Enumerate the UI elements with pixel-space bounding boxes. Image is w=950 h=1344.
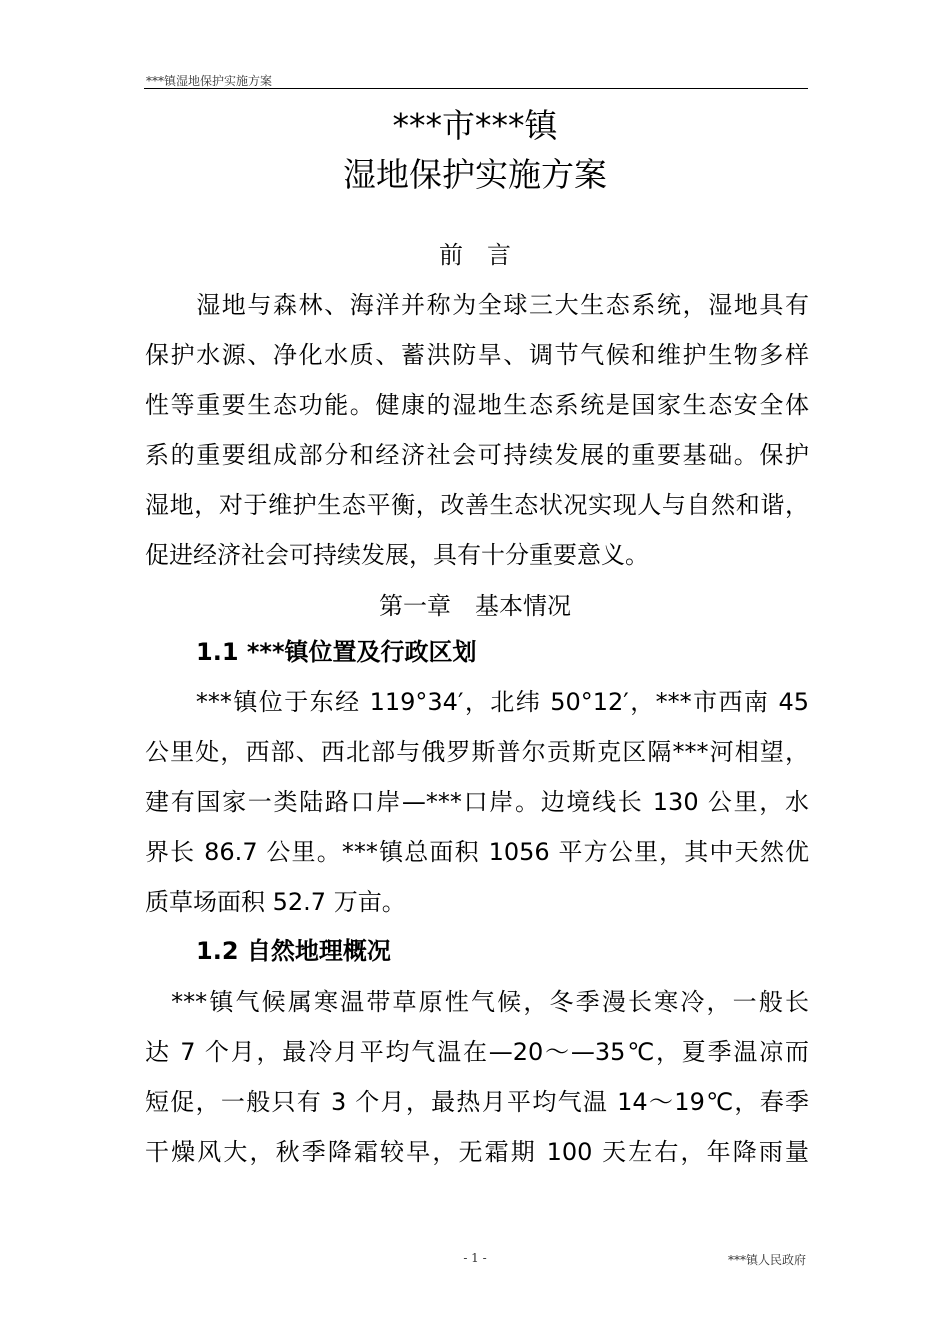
text-line: ***镇位于东经 119°34′，北纬 50°12′，***市西南 45 [145,688,809,716]
text-line: ***镇气候属寒温带草原性气候，冬季漫长寒冷，一般长 [145,988,809,1016]
text-line: 短促，一般只有 3 个月，最热月平均气温 14～19℃，春季 [145,1088,809,1116]
section-1-2-paragraph [145,977,809,1177]
document-title-line1: ***市***镇 [392,106,558,145]
text-line: 干燥风大，秋季降霜较早，无霜期 100 天左右，年降雨量 [145,1138,809,1166]
header-rule [144,88,808,89]
preface-paragraph [145,280,809,580]
text-line: 促进经济社会可持续发展，具有十分重要意义。 [145,541,649,569]
text-line: 湿地与森林、海洋并称为全球三大生态系统，湿地具有 [145,291,809,319]
page-number: - 1 - [463,1251,487,1265]
footer-organization: ***镇人民政府 [727,1253,806,1267]
text-line: 达 7 个月，最冷月平均气温在—20～—35℃，夏季温凉而 [145,1038,809,1066]
text-line: 系的重要组成部分和经济社会可持续发展的重要基础。保护 [145,441,809,469]
text-line: 湿地，对于维护生态平衡，改善生态状况实现人与自然和谐， [145,491,809,519]
text-line: 界长 86.7 公里。***镇总面积 1056 平方公里，其中天然优 [145,838,809,866]
section-1-1-paragraph [145,677,809,927]
text-line: 公里处，西部、西北部与俄罗斯普尔贡斯克区隔***河相望， [145,738,809,766]
text-line: 性等重要生态功能。健康的湿地生态系统是国家生态安全体 [145,391,809,419]
document-title-line2: 湿地保护实施方案 [343,155,607,194]
running-header: ***镇湿地保护实施方案 [146,74,273,88]
text-line: 建有国家一类陆路口岸—***口岸。边境线长 130 公里，水 [145,788,809,816]
preface-heading: 前 言 [439,241,511,269]
chapter-heading: 第一章 基本情况 [379,592,571,620]
text-line: 保护水源、净化水质、蓄洪防旱、调节气候和维护生物多样 [145,341,809,369]
text-line: 质草场面积 52.7 万亩。 [145,888,406,916]
section-heading-1-2: 1.2 自然地理概况 [196,937,391,965]
section-heading-1-1: 1.1 ***镇位置及行政区划 [196,638,477,666]
